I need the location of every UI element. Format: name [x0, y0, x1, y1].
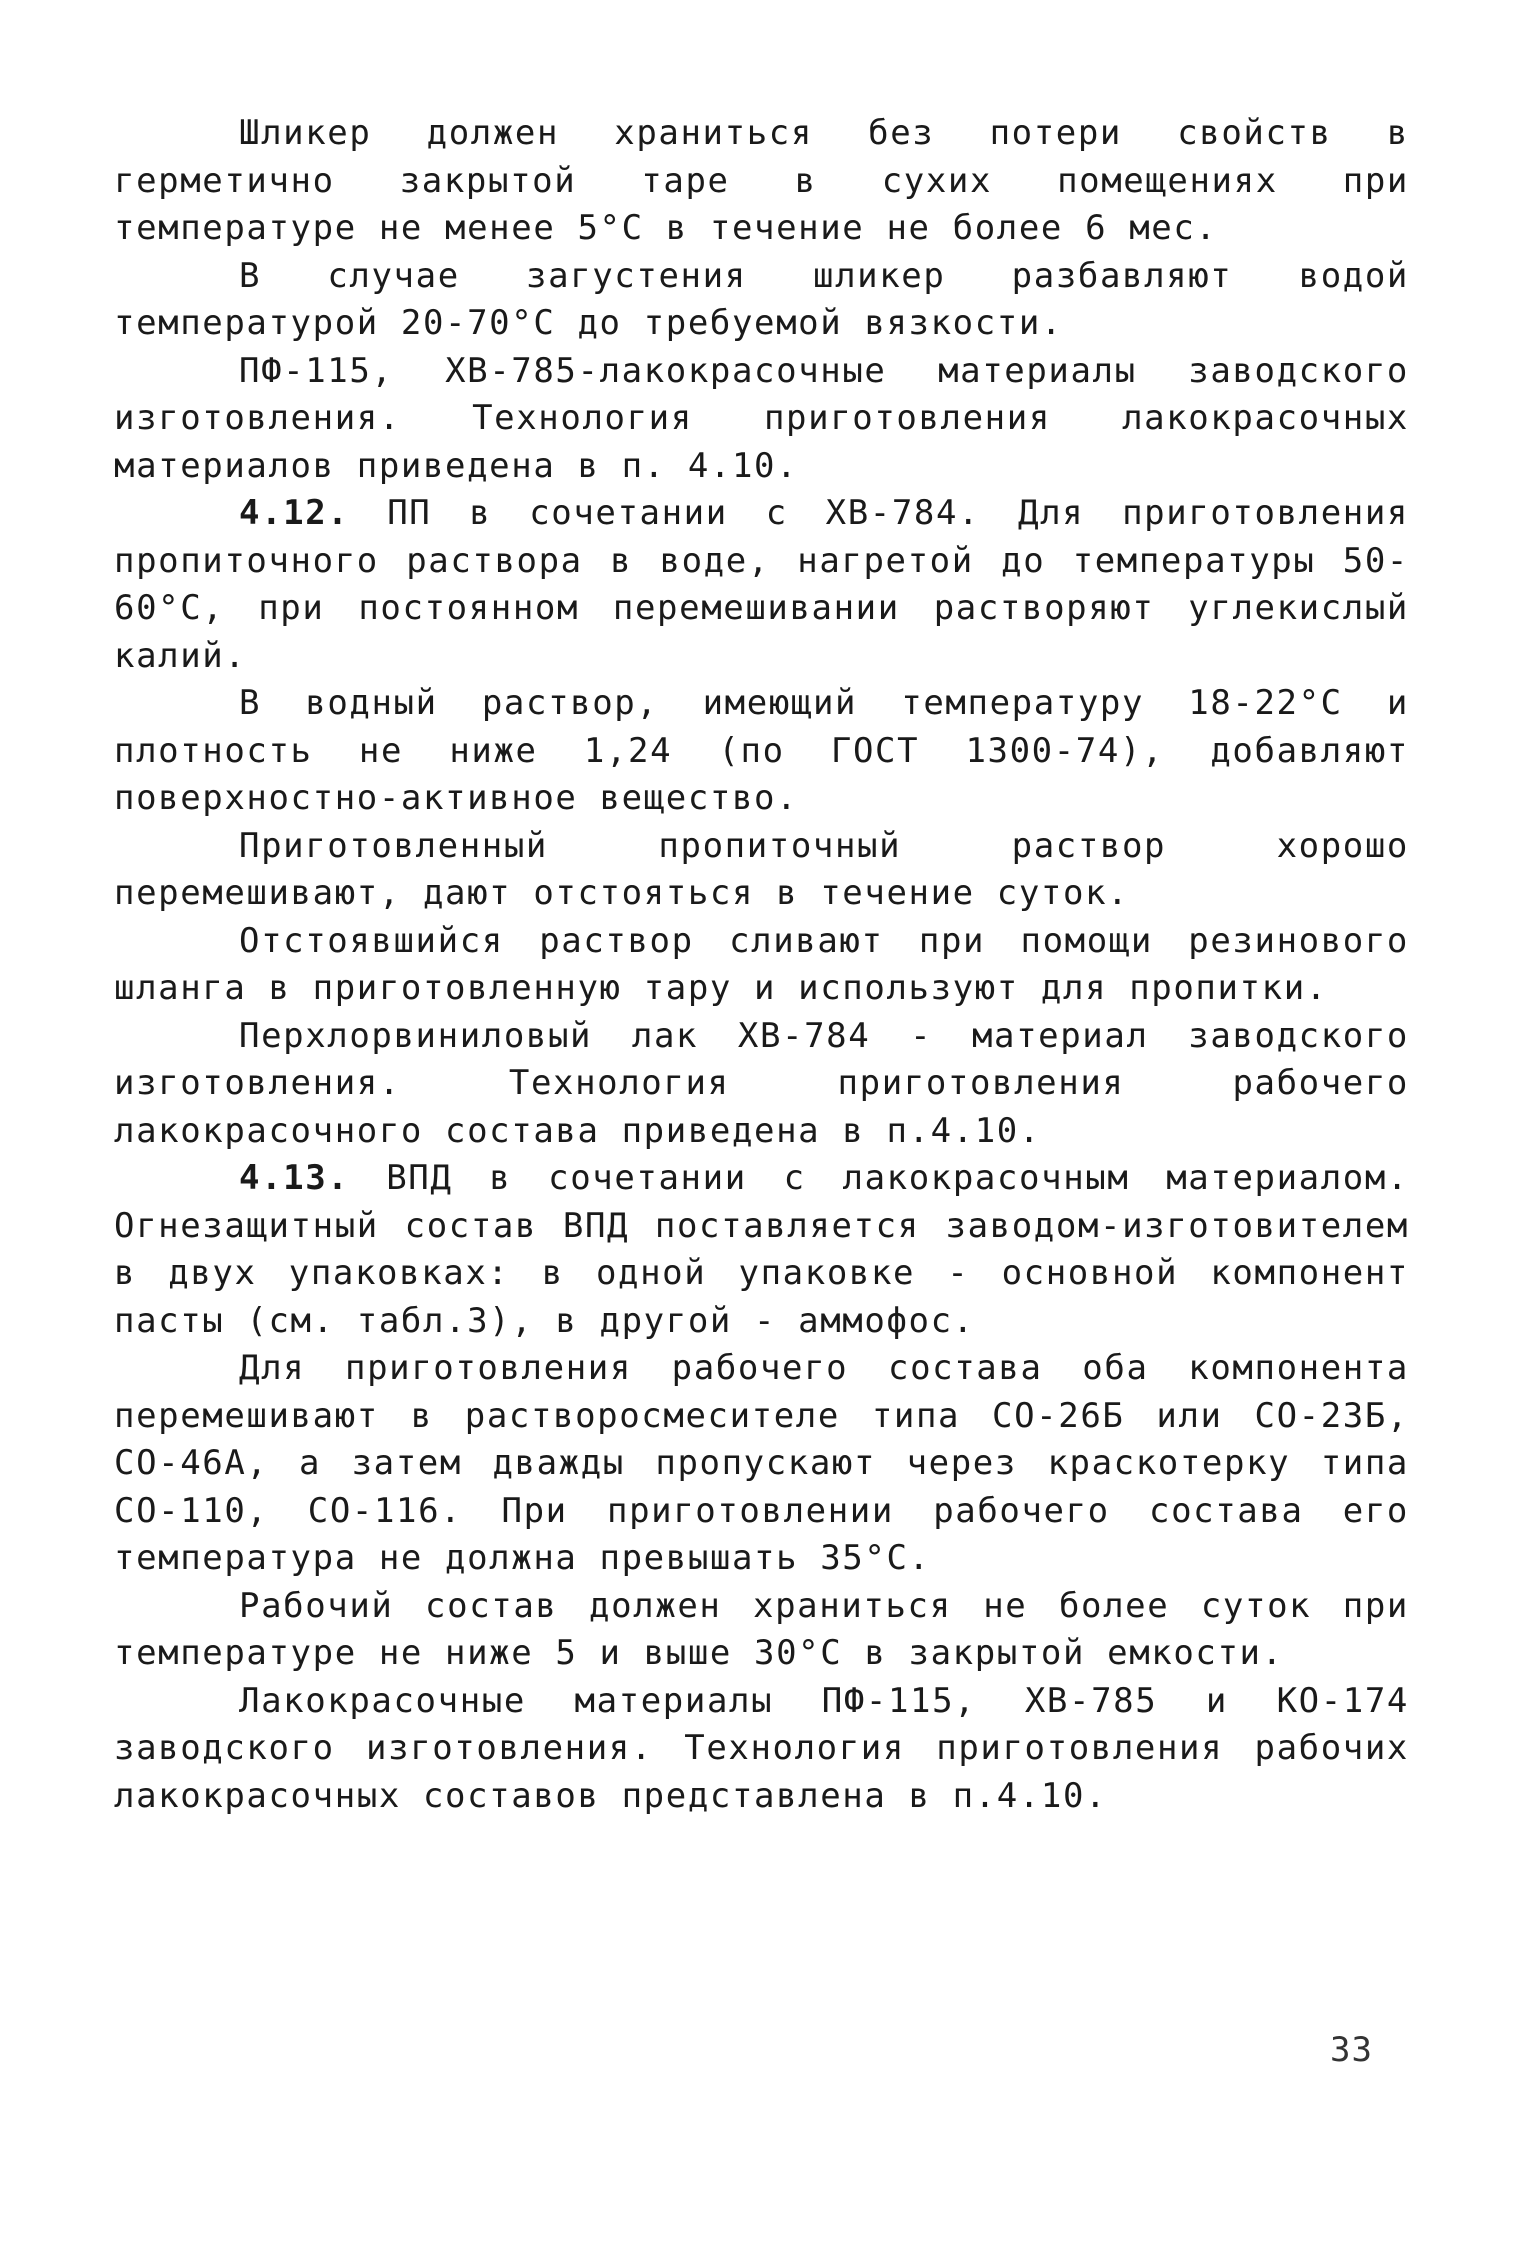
body-text	[114, 110, 1409, 1820]
paragraph-section-4-12	[114, 490, 1409, 680]
paragraph-aqueous-solution: В водный раствор, имеющий температуру 18-22°С и плотность не ниже 1,24 (по ГОСТ 1300-74), добавляют поверхностно-активное вещество.	[114, 683, 1409, 818]
paragraph-slip-storage: Шликер должен храниться без потери свойств в герметично закрытой таре в сухих помещениях при температуре не менее 5°С в течение не более 6 мес.	[114, 113, 1409, 248]
paragraph-perchlorovinyl-lacquer: Перхлорвиниловый лак ХВ-784 - материал заводского изготовления. Технология приготовления рабочего лакокрасочного состава приведена в п.4.10.	[114, 1015, 1409, 1151]
paragraph-slip-thickening: В случае загустения шликер разбавляют водой температурой 20-70°С до требуемой вязкости.	[114, 255, 1409, 343]
section-text: ВПД в сочетании с лакокрасочным материалом. Огнезащитный состав ВПД поставляется заводом-изготовителем в двух упаковках: в одной упаковке - основной компонент пасты (см. табл.3), в другой - аммофос.	[114, 1158, 1410, 1341]
paragraph-factory-paints: ПФ-115, ХВ-785-лакокрасочные материалы заводского изготовления. Технология приготовления лакокрасочных материалов приведена в п. 4.10.	[114, 350, 1409, 486]
section-number: 4.12.	[239, 493, 350, 533]
paragraph-section-4-13	[114, 1155, 1409, 1345]
paragraph-paint-materials: Лакокрасочные материалы ПФ-115, ХВ-785 и КО-174 заводского изготовления. Технология приготовления рабочих лакокрасочных составов представлена в п.4.10.	[114, 1680, 1409, 1816]
section-number: 4.13.	[239, 1158, 350, 1198]
paragraph-working-composition-prep: Для приготовления рабочего состава оба компонента перемешивают в растворосмесителе типа СО-26Б или СО-23Б, СО-46А, а затем дважды пропускают через краскотерку типа СО-110, СО-116. При приготовлении рабочего состава его температура не должна превышать 35°С.	[114, 1348, 1409, 1578]
paragraph-settled-solution: Отстоявшийся раствор сливают при помощи резинового шланга в приготовленную тару и используют для пропитки.	[114, 920, 1409, 1008]
paragraph-mixing: Приготовленный пропиточный раствор хорошо перемешивают, дают отстояться в течение суток.	[114, 825, 1409, 913]
page-number: 33	[1330, 2030, 1373, 2070]
paragraph-working-composition-storage: Рабочий состав должен храниться не более суток при температуре не ниже 5 и выше 30°С в закрытой емкости.	[114, 1585, 1409, 1673]
section-text: ПП в сочетании с ХВ-784. Для приготовления пропиточного раствора в воде, нагретой до температуры 50-60°С, при постоянном перемешивании растворяют углекислый калий.	[114, 493, 1409, 676]
